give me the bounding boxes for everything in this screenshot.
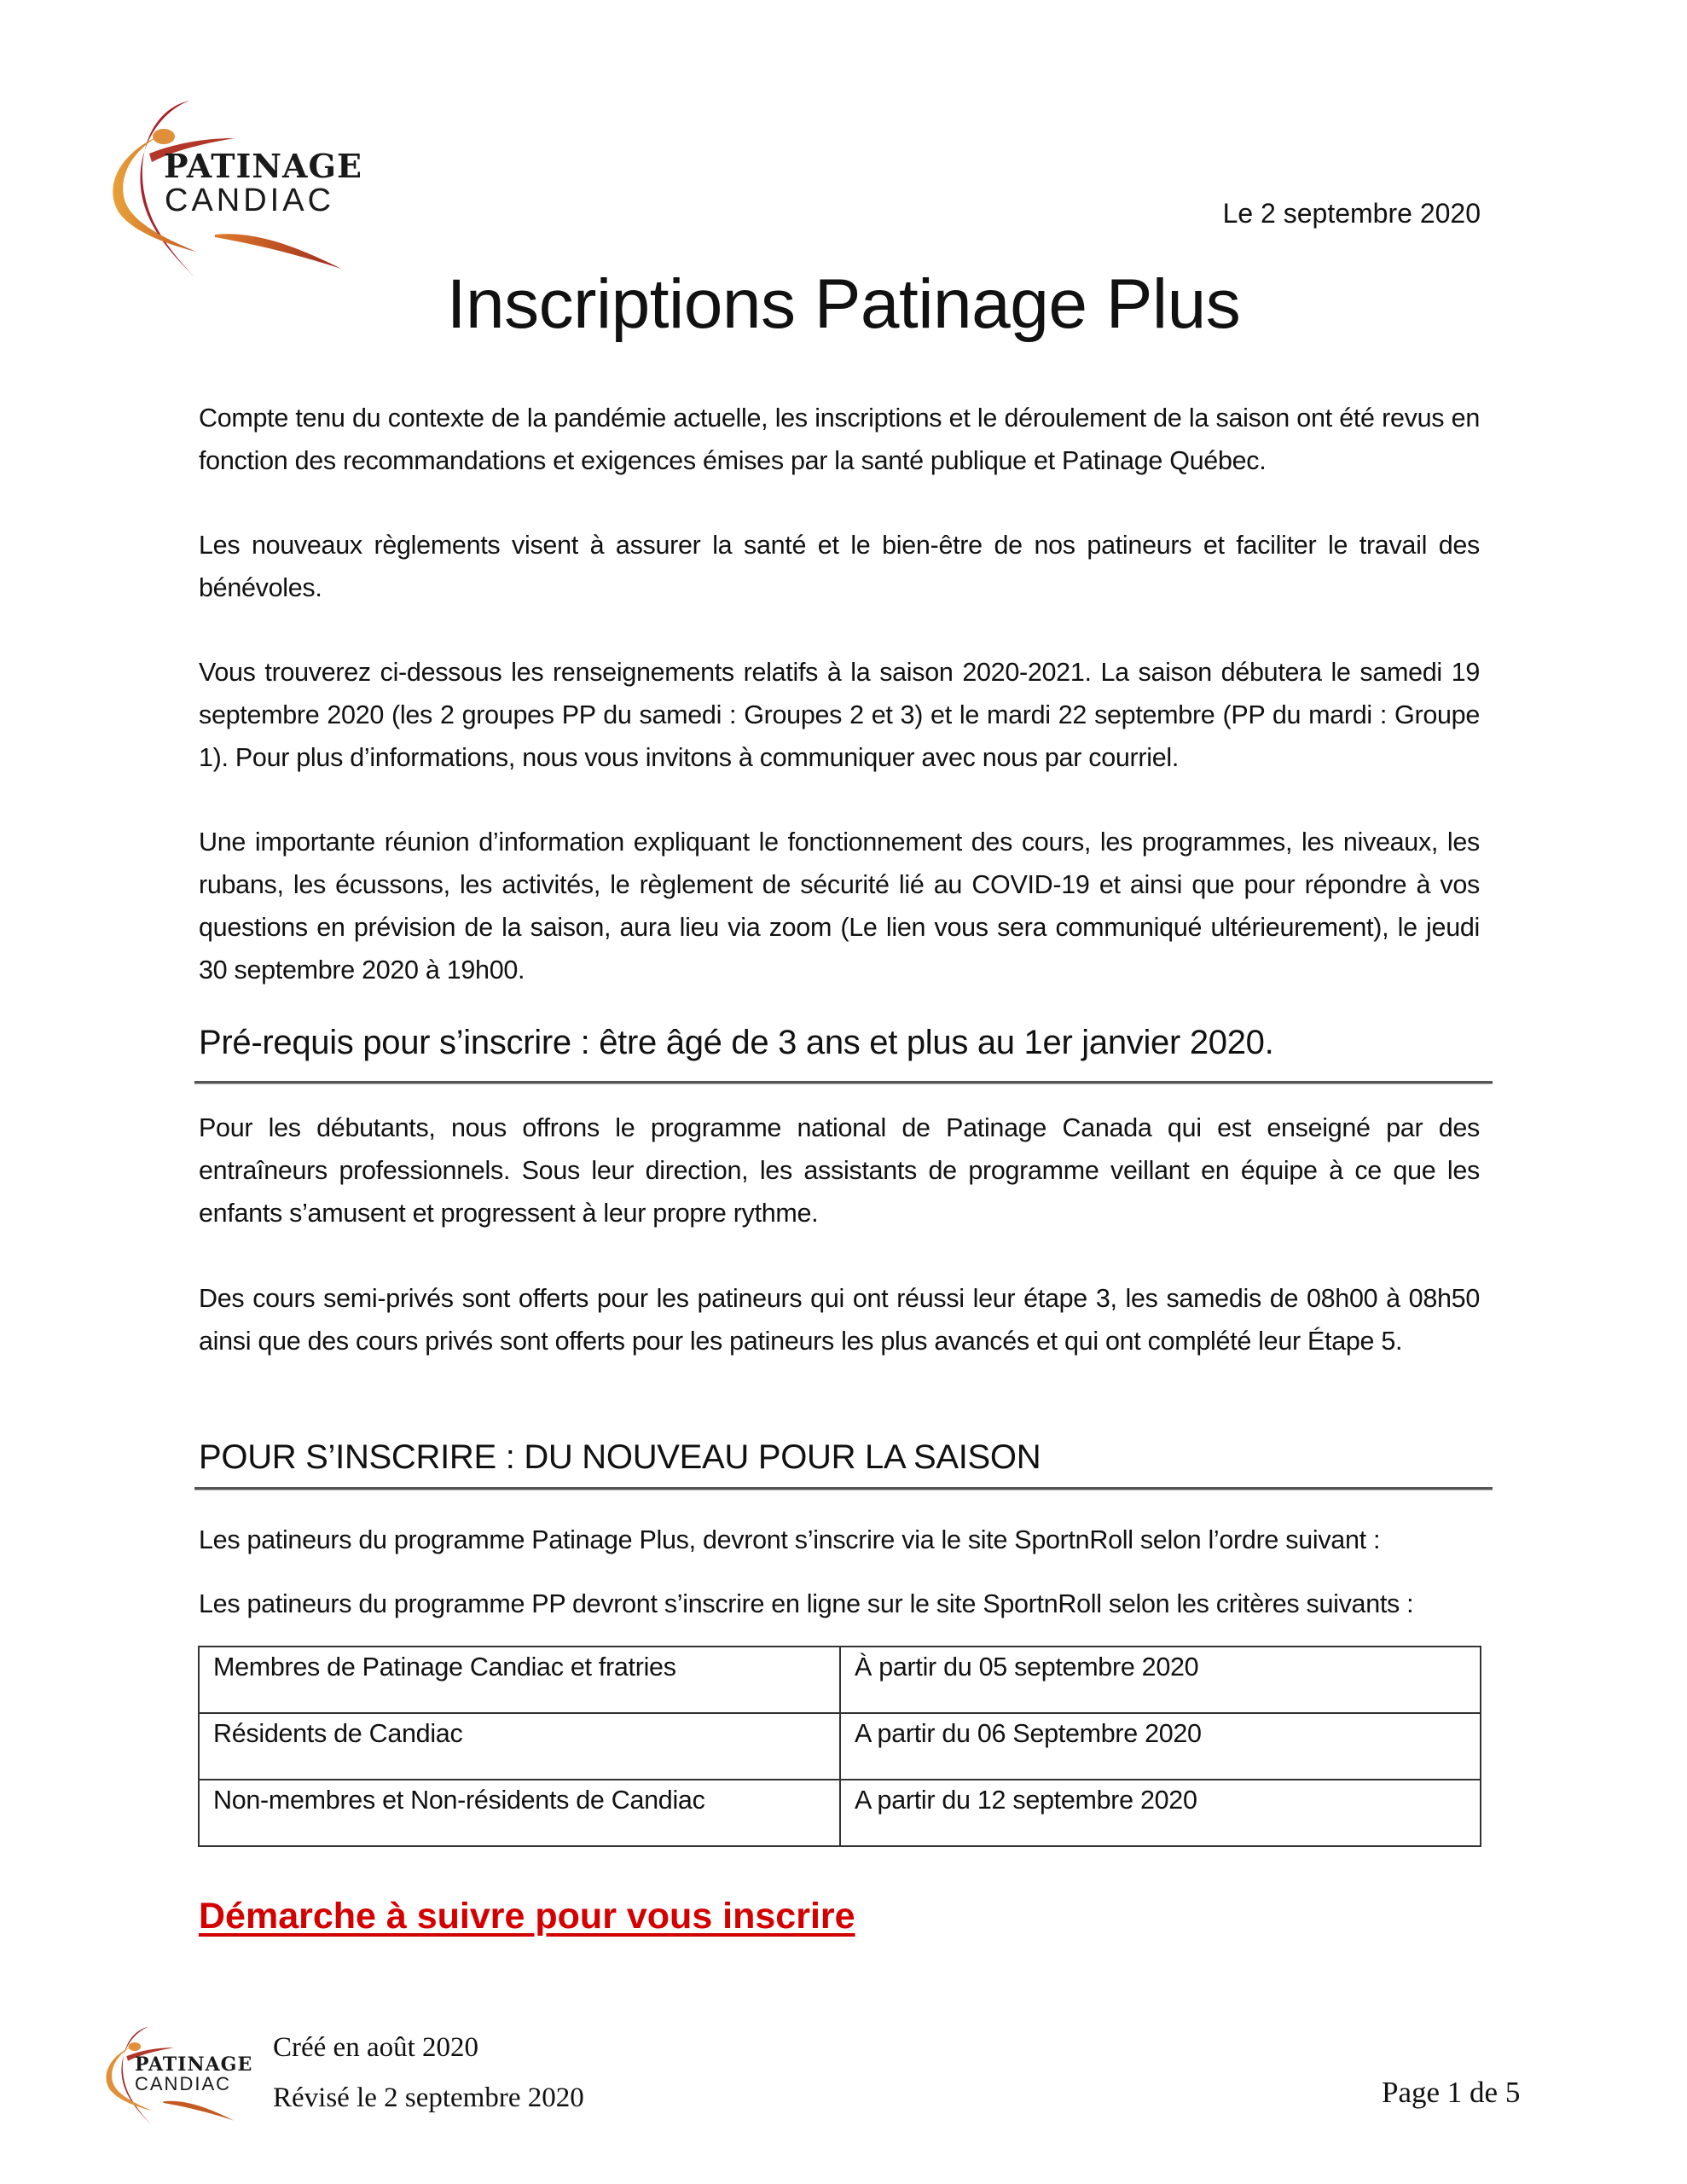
logo-text-patinage: PATINAGE	[164, 147, 362, 185]
page-number: Page 1 de 5	[1382, 2076, 1521, 2109]
paragraph-season: Vous trouverez ci-dessous les renseignements relatifs à la saison 2020-2021. La saison débutera le samedi 19 septembre 2020 (les 2 groupes PP du samedi : Groupes 2 et 3) et le mardi 22 septembre (PP du mardi : Groupe 1). Pour plus d’informations, nous vous invitons à communiquer avec nous par courriel.	[199, 658, 1480, 772]
footer-created: Créé en août 2020	[273, 2032, 479, 2063]
logo-text-candiac: CANDIAC	[165, 183, 335, 218]
table-row	[199, 1647, 1481, 1713]
table-cell-date: A partir du 12 septembre 2020	[840, 1780, 1481, 1846]
heading-divider	[194, 1487, 1493, 1490]
prereq-heading: Pré-requis pour s’inscrire : être âgé de 3 ans et plus au 1er janvier 2020.	[199, 1024, 1274, 1061]
table-cell-group: Membres de Patinage Candiac et fratries	[199, 1647, 840, 1713]
logo-text-patinage: PATINAGE	[135, 2053, 253, 2076]
register-heading: POUR S’INSCRIRE : DU NOUVEAU POUR LA SAISON	[199, 1438, 1041, 1476]
logo-text-candiac: CANDIAC	[135, 2073, 232, 2094]
paragraph-private-lessons: Des cours semi-privés sont offerts pour les patineurs qui ont réussi leur étape 3, les samedis de 08h00 à 08h50 ainsi que des cours privés sont offerts pour les patineurs les plus avancés et qui ont complété leur Étape 5.	[199, 1284, 1480, 1356]
footer-revised: Révisé le 2 septembre 2020	[273, 2082, 584, 2113]
paragraph-context: Compte tenu du contexte de la pandémie actuelle, les inscriptions et le déroulement de la saison ont été revus en fonction des recommandations et exigences émises par la santé publique et Patinage Québec.	[199, 404, 1480, 475]
paragraph-beginners: Pour les débutants, nous offrons le programme national de Patinage Canada qui est enseigné par des entraîneurs professionnels. Sous leur direction, les assistants de programme veillant en équipe à ce que les enfants s’amusent et progressent à leur propre rythme.	[199, 1113, 1480, 1228]
table-row	[199, 1713, 1481, 1780]
table-cell-group: Résidents de Candiac	[199, 1713, 840, 1780]
page-title: Inscriptions Patinage Plus	[446, 265, 1241, 343]
register-line-order: Les patineurs du programme Patinage Plus, devront s’inscrire via le site SportnRoll selon l’ordre suivant :	[199, 1525, 1381, 1554]
register-line-criteria: Les patineurs du programme PP devront s’inscrire en ligne sur le site SportnRoll selon les critères suivants :	[199, 1589, 1414, 1618]
table-row	[199, 1780, 1481, 1846]
document-date: Le 2 septembre 2020	[1222, 198, 1481, 229]
table-cell-date: À partir du 05 septembre 2020	[840, 1647, 1481, 1713]
footer-logo	[96, 2022, 258, 2129]
heading-divider	[194, 1081, 1493, 1084]
table-cell-date: A partir du 06 Septembre 2020	[840, 1713, 1481, 1780]
logo	[94, 94, 384, 282]
paragraph-meeting: Une importante réunion d’information expliquant le fonctionnement des cours, les programmes, les niveaux, les rubans, les écussons, les activités, le règlement de sécurité lié au COVID-19 et ainsi que pour répondre à vos questions en prévision de la saison, aura lieu via zoom (Le lien vous sera communiqué ultérieurement), le jeudi 30 septembre 2020 à 19h00.	[199, 828, 1480, 985]
table-cell-group: Non-membres et Non-résidents de Candiac	[199, 1780, 840, 1846]
registration-schedule-table	[198, 1646, 1481, 1847]
registration-steps-link[interactable]: Démarche à suivre pour vous inscrire	[199, 1896, 855, 1937]
paragraph-rules: Les nouveaux règlements visent à assurer la santé et le bien-être de nos patineurs et faciliter le travail des bénévoles.	[199, 531, 1480, 602]
